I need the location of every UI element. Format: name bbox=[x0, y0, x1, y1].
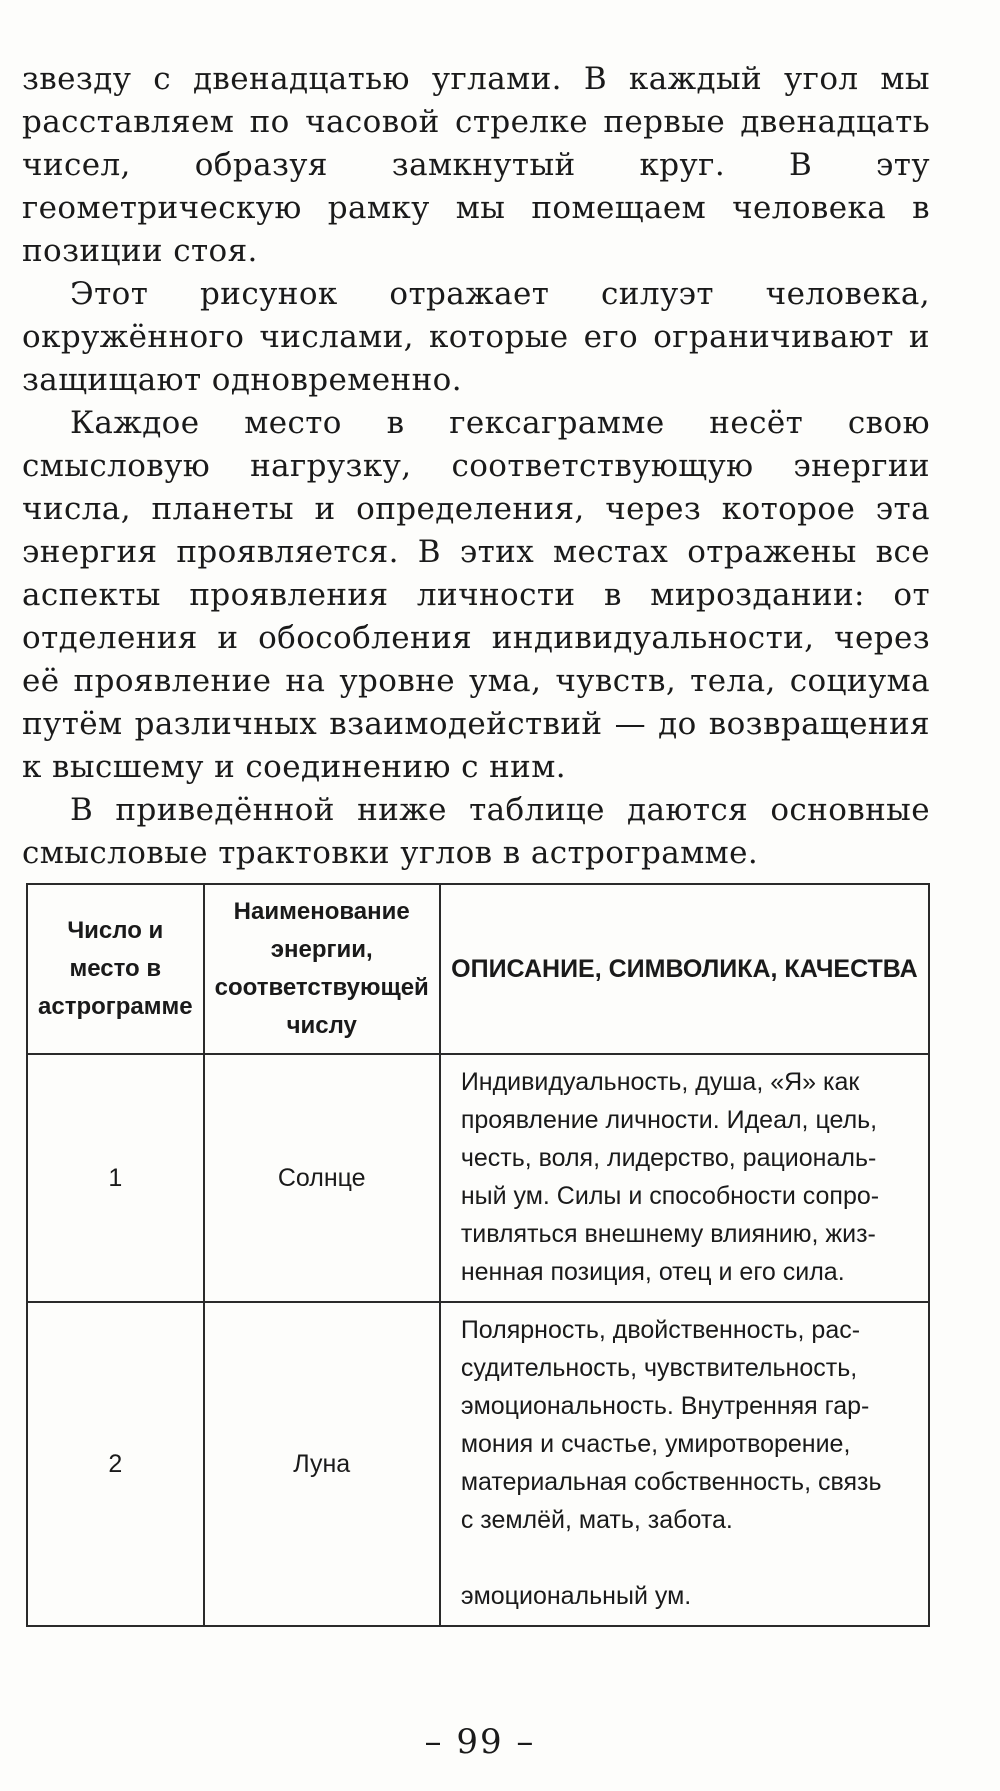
header-energy: Наименование энергии, соответствующей числу bbox=[204, 884, 440, 1054]
description-line: мония и счастье, умиротворение, bbox=[460, 1430, 851, 1458]
description-line: судительность, чувствительность, bbox=[460, 1354, 858, 1382]
paragraph: Этот рисунок отражает силуэт человека, окружённого числами, которые его ограничивают и защищают одновременно. bbox=[22, 276, 930, 398]
description-line: честь, воля, лидерство, рациональ- bbox=[460, 1144, 877, 1172]
description-extra: эмоциональный ум. bbox=[460, 1582, 692, 1610]
paragraph: В приведённой ниже таблице даются основные смысловые трактовки углов в астрограмме. bbox=[22, 792, 930, 871]
page-number: – 99 – bbox=[424, 1722, 536, 1762]
cell-number: 1 bbox=[27, 1054, 204, 1302]
description-line: тивляться внешнему влиянию, жиз- bbox=[460, 1220, 876, 1248]
cell-description bbox=[440, 1054, 929, 1302]
description-line: Полярность, двойственность, рас- bbox=[460, 1316, 861, 1344]
description-line: материальная собственность, связь bbox=[460, 1468, 882, 1496]
description-line: эмоциональность. Внутренняя гар- bbox=[460, 1392, 870, 1420]
header-number: Число и место в астрограмме bbox=[27, 884, 204, 1054]
description-line: ный ум. Силы и способности сопро- bbox=[460, 1182, 880, 1210]
cell-energy: Луна bbox=[204, 1302, 440, 1626]
header-description: ОПИСАНИЕ, СИМВОЛИКА, КАЧЕСТВА bbox=[440, 884, 929, 1054]
table-row bbox=[27, 1054, 929, 1302]
description-line: Индивидуальность, душа, «Я» как bbox=[460, 1068, 860, 1096]
body-text bbox=[22, 58, 930, 875]
cell-description bbox=[440, 1302, 929, 1626]
astrogram-table bbox=[26, 883, 930, 1627]
cell-number: 2 bbox=[27, 1302, 204, 1626]
description-line: ненная позиция, отец и его сила. bbox=[460, 1258, 845, 1286]
table-header-row bbox=[27, 884, 929, 1054]
cell-energy: Солнце bbox=[204, 1054, 440, 1302]
paragraph: Каждое место в гексаграмме несёт свою смысловую нагрузку, соответствующую энергии числа, планеты и определения, через которое эта энергия проявляется. В этих местах отражены все аспекты проявления личности в мироздании: от отделения и обособления индивидуальности, через её проявление на уровне ума, чувств, тела, социума путём различных взаимодействий — до возвращения к высшему и соединению с ним. bbox=[22, 405, 930, 785]
paragraph: звезду с двенадцатью углами. В каждый угол мы расставляем по часовой стрелке первые двенадцать чисел, образуя замкнутый круг. В эту геометрическую рамку мы помещаем человека в позиции стоя. bbox=[22, 61, 930, 269]
table-row bbox=[27, 1302, 929, 1626]
description-line: проявление личности. Идеал, цель, bbox=[460, 1106, 878, 1134]
description-line: с землёй, мать, забота. bbox=[460, 1506, 733, 1534]
